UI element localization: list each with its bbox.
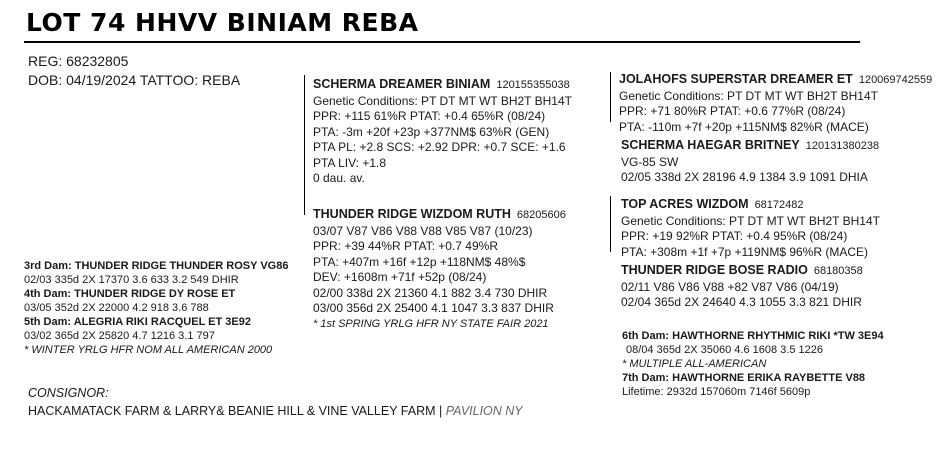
- seventh-dam-label: 7th Dam: HAWTHORNE ERIKA RAYBETTE V88: [622, 372, 866, 384]
- sire-pta-liv: PTA LIV: +1.8: [313, 155, 387, 170]
- dam-sire-name: TOP ACRES WIZDOM: [621, 197, 749, 211]
- dam-reg-number: 68205606: [516, 209, 566, 221]
- fourth-dam-label: 4th Dam: THUNDER RIDGE DY ROSE ET: [24, 288, 236, 300]
- sire-pta-pl: PTA PL: +2.8 SCS: +2.92 DPR: +0.7 SCE: +1.6: [313, 140, 566, 154]
- third-dam-record: 02/03 335d 2X 17370 3.6 633 3.2 549 DHIR: [24, 274, 239, 286]
- sixth-dam-award-note: * MULTIPLE ALL-AMERICAN: [622, 358, 767, 370]
- dam-sire-pta: PTA: +308m +1f +7p +119NM$ 96%R (MACE): [621, 244, 869, 259]
- sire-name: SCHERMA DREAMER BINIAM: [313, 77, 491, 91]
- dam-heading: [313, 207, 566, 224]
- dam-sire-block: [621, 197, 880, 260]
- sire-dam-block: [621, 138, 879, 186]
- dam-pta: PTA: +407m +16f +12p +118NM$ 48%$: [313, 254, 526, 269]
- sire-sire-heading: [619, 72, 932, 89]
- third-dam-label: 3rd Dam: THUNDER RIDGE THUNDER ROSY VG86: [24, 260, 289, 272]
- consignor-label: CONSIGNOR:: [28, 386, 109, 400]
- dam-sire-ppr: PPR: +19 92%R PTAT: +0.4 95%R (08/24): [621, 229, 848, 243]
- sire-block: [313, 77, 572, 187]
- fifth-dam-label: 5th Dam: ALEGRIA RIKI RACQUEL ET 3E92: [24, 316, 251, 328]
- seventh-dam-lifetime-record: Lifetime: 2932d 157060m 7146f 5609p: [622, 386, 811, 398]
- sire-sire-ppr: PPR: +71 80%R PTAT: +0.6 77%R (08/24): [619, 104, 846, 118]
- dam-dam-name: THUNDER RIDGE BOSE RADIO: [621, 263, 808, 277]
- sixth-dam-label: 6th Dam: HAWTHORNE RHYTHMIC RIKI *TW 3E94: [622, 330, 884, 342]
- consignor-location: PAVILION NY: [445, 404, 523, 418]
- sixth-dam-record: 08/04 365d 2X 35060 4.6 1608 3.5 1226: [626, 344, 823, 356]
- dam-dam-reg-number: 68180358: [813, 265, 863, 277]
- sire-pta: PTA: -3m +20f +23p +377NM$ 63%R (GEN): [313, 124, 550, 139]
- dam-block: [313, 207, 566, 331]
- sire-daughter-average: 0 dau. av.: [313, 171, 365, 185]
- sire-dam-heading: [621, 138, 879, 155]
- registration-number: REG: 68232805: [28, 53, 129, 69]
- sire-reg-number: 120155355038: [496, 79, 570, 91]
- dam-record-2: 03/00 356d 2X 25400 4.1 1047 3.3 837 DHIR: [313, 301, 554, 315]
- dam-sire-reg-number: 68172482: [754, 199, 804, 211]
- sire-dam-name: SCHERMA HAEGAR BRITNEY: [621, 138, 800, 152]
- lot-title: LOT 74 HHVV BINIAM REBA: [26, 8, 419, 37]
- dam-classification: 03/07 V87 V86 V88 V88 V85 V87 (10/23): [313, 223, 533, 238]
- consignor-separator: |: [439, 404, 443, 418]
- pedigree-bracket-dam-sire: [610, 196, 611, 252]
- sire-sire-name: JOLAHOFS SUPERSTAR DREAMER ET: [619, 72, 853, 86]
- dam-ppr: PPR: +39 44%R PTAT: +0.7 49%R: [313, 239, 498, 253]
- sire-sire-reg-number: 120069742559: [858, 74, 933, 86]
- sire-dam-classification: VG-85 SW: [621, 154, 679, 169]
- sire-ppr: PPR: +115 61%R PTAT: +0.4 65%R (08/24): [313, 109, 546, 123]
- dam-award-note: * 1st SPRING YRLG HFR NY STATE FAIR 2021: [313, 317, 549, 330]
- dam-dev: DEV: +1608m +71f +52p (08/24): [313, 270, 487, 284]
- lower-dams-block: [24, 259, 288, 357]
- sire-genetic-conditions: Genetic Conditions: PT DT MT WT BH2T BH14T: [313, 93, 572, 108]
- dam-dam-block: [621, 263, 863, 311]
- sire-heading: [313, 77, 572, 94]
- deep-dams-block: [622, 329, 884, 399]
- sire-dam-reg-number: 120131380238: [805, 140, 880, 152]
- sire-sire-block: [619, 72, 932, 135]
- fourth-dam-record: 03/05 352d 2X 22000 4.2 918 3.6 788: [24, 302, 209, 314]
- dam-sire-genetic-conditions: Genetic Conditions: PT DT MT WT BH2T BH14T: [621, 213, 880, 228]
- title-rule: [24, 41, 860, 43]
- sire-dam-record: 02/05 338d 2X 28196 4.9 1384 3.9 1091 DHIA: [621, 170, 868, 184]
- dam-record-1: 02/00 338d 2X 21360 4.1 882 3.4 730 DHIR: [313, 285, 548, 300]
- sire-sire-genetic-conditions: Genetic Conditions: PT DT MT WT BH2T BH14T: [619, 88, 878, 103]
- dam-dam-classification: 02/11 V86 V86 V88 +82 V87 V86 (04/19): [621, 279, 839, 294]
- pedigree-bracket-sire-dam: [304, 75, 305, 215]
- sire-sire-pta: PTA: -110m +7f +20p +115NM$ 82%R (MACE): [619, 119, 869, 134]
- fifth-dam-record: 03/02 365d 2X 25820 4.7 1216 3.1 797: [24, 330, 215, 342]
- dam-dam-heading: [621, 263, 863, 280]
- dam-name: THUNDER RIDGE WIZDOM RUTH: [313, 207, 511, 221]
- fifth-dam-award-note: * WINTER YRLG HFR NOM ALL AMERICAN 2000: [24, 344, 273, 356]
- dam-sire-heading: [621, 197, 880, 214]
- pedigree-bracket-sire-sire: [610, 72, 611, 122]
- consignor-name: HACKAMATACK FARM & LARRY& BEANIE HILL & VINE VALLEY FARM: [28, 404, 436, 418]
- consignor-line: [28, 404, 523, 418]
- dob-tattoo-line: DOB: 04/19/2024 TATTOO: REBA: [28, 72, 241, 88]
- dam-dam-record: 02/04 365d 2X 24640 4.3 1055 3.3 821 DHIR: [621, 295, 862, 309]
